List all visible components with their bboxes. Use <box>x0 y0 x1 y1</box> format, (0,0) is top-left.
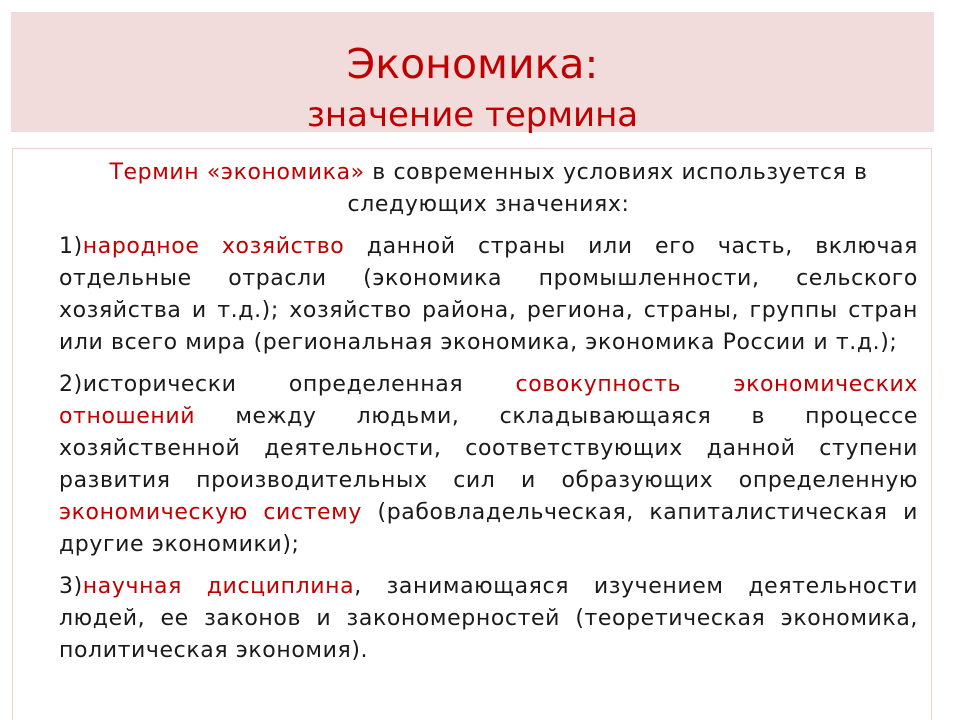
content-text <box>59 157 918 677</box>
item-2-term-1: совокупность экономических отношений <box>59 372 918 429</box>
slide-subtitle: значение термина <box>306 95 639 135</box>
meaning-item-3 <box>59 571 918 667</box>
item-2-number: 2) <box>59 372 83 397</box>
intro-paragraph <box>59 157 918 221</box>
item-2-text-1: исторически определенная <box>82 372 516 397</box>
intro-rest: в современных условиях используется в следующих значениях: <box>347 160 868 217</box>
intro-term: Термин «экономика» <box>109 160 365 185</box>
item-2-term-2: экономическую систему <box>59 500 362 525</box>
item-2-text-2: между людьми, складывающаяся в процессе хозяйственной деятельности, соответствующих данной ступени развития производительных сил и образующих определенную <box>59 404 918 493</box>
item-1-term: народное хозяйство <box>82 234 345 259</box>
slide-title: Экономика: <box>346 40 599 88</box>
item-1-number: 1) <box>59 234 83 259</box>
meaning-item-2 <box>59 369 918 561</box>
title-box <box>11 12 934 135</box>
item-3-term: научная дисциплина <box>82 574 355 599</box>
item-2-text-3: (рабовладельческая, капиталистическая и другие экономики); <box>59 500 918 557</box>
item-1-text: данной страны или его часть, включая отдельные отрасли (экономика промышленности, сельского хозяйства и т.д.); хозяйство района, региона, страны, группы стран или всего мира (региональная экономика, экономика России и т.д.); <box>59 234 918 355</box>
meaning-item-1 <box>59 231 918 359</box>
item-3-text: , занимающаяся изучением деятельности людей, ее законов и закономерностей (теоретическая экономика, политическая экономия). <box>59 574 918 663</box>
item-3-number: 3) <box>59 574 83 599</box>
content-box <box>12 148 932 720</box>
